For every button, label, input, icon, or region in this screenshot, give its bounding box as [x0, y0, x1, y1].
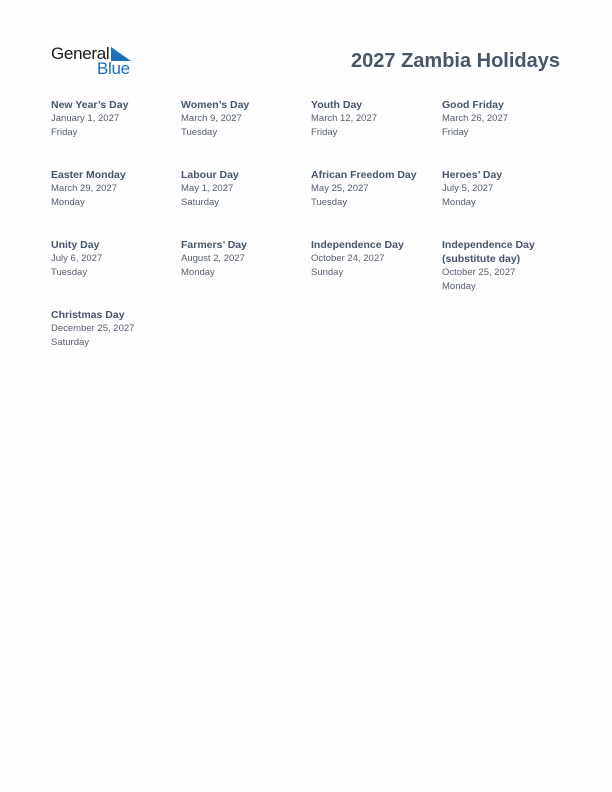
holiday-item [181, 238, 311, 308]
holiday-date: March 12, 2027 [311, 113, 378, 124]
holiday-weekday: Monday [51, 197, 85, 208]
holiday-name: Heroes’ Day [442, 169, 503, 181]
holiday-weekday: Monday [181, 267, 215, 278]
holiday-item [442, 238, 571, 308]
holiday-date: March 26, 2027 [442, 113, 509, 124]
holiday-item [311, 98, 442, 168]
holiday-date: October 25, 2027 [442, 267, 516, 278]
holiday-weekday: Monday [442, 197, 476, 208]
holiday-item [51, 308, 181, 378]
holiday-date: December 25, 2027 [51, 323, 135, 334]
holiday-weekday: Monday [442, 281, 476, 292]
holiday-date: October 24, 2027 [311, 253, 385, 264]
holiday-item [181, 168, 311, 238]
holiday-weekday: Saturday [181, 197, 220, 208]
holiday-name: Farmers’ Day [181, 239, 247, 251]
holiday-date: May 25, 2027 [311, 183, 369, 194]
holiday-name: African Freedom Day [311, 169, 417, 181]
holiday-name: Unity Day [51, 239, 100, 251]
holiday-name: Women’s Day [181, 99, 250, 111]
holiday-name: Easter Monday [51, 169, 126, 181]
holiday-weekday: Tuesday [51, 267, 88, 278]
holiday-item [51, 98, 181, 168]
holiday-weekday: Friday [51, 127, 78, 138]
holiday-item [442, 168, 571, 238]
holiday-name: Independence Day [311, 239, 404, 251]
holiday-date: May 1, 2027 [181, 183, 234, 194]
holiday-item [51, 238, 181, 308]
holiday-date: March 9, 2027 [181, 113, 242, 124]
holiday-item [181, 98, 311, 168]
logo-word-general: General [51, 44, 110, 63]
holiday-date: January 1, 2027 [51, 113, 120, 124]
generalblue-logo [51, 44, 141, 78]
holiday-name: New Year’s Day [51, 99, 129, 111]
holiday-item [311, 238, 442, 308]
holiday-item [51, 168, 181, 238]
holiday-weekday: Friday [442, 127, 469, 138]
holiday-name: Good Friday [442, 99, 504, 111]
holiday-list [51, 98, 571, 378]
holiday-name: Independence Day (substitute day) [442, 239, 535, 265]
holiday-date: July 6, 2027 [51, 253, 103, 264]
holiday-date: March 29, 2027 [51, 183, 118, 194]
holiday-item [311, 168, 442, 238]
holiday-name: Youth Day [311, 99, 363, 111]
holiday-date: July 5, 2027 [442, 183, 494, 194]
holiday-weekday: Sunday [311, 267, 344, 278]
holiday-weekday: Saturday [51, 337, 90, 348]
holiday-weekday: Tuesday [181, 127, 218, 138]
holiday-weekday: Friday [311, 127, 338, 138]
logo-word-blue: Blue [97, 59, 130, 78]
holiday-name: Christmas Day [51, 309, 125, 321]
holiday-name: Labour Day [181, 169, 239, 181]
page-title: 2027 Zambia Holidays [351, 50, 560, 72]
holiday-weekday: Tuesday [311, 197, 348, 208]
holiday-date: August 2, 2027 [181, 253, 245, 264]
holiday-item [442, 98, 571, 168]
